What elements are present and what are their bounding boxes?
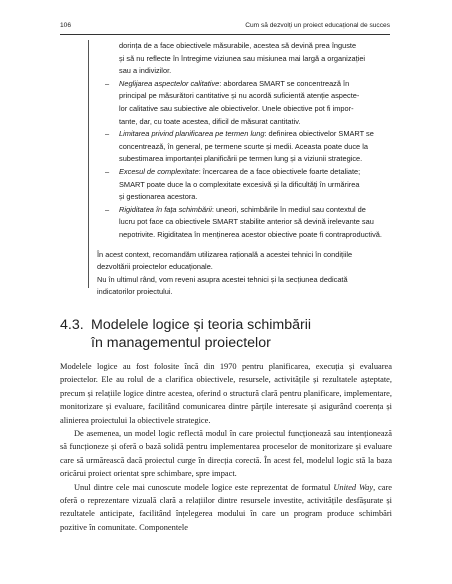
dash-bullet: – (105, 78, 110, 88)
section-number: 4.3. (60, 317, 84, 333)
list-item-text: nepotrivite. Rigiditatea în menținerea acestor obiective poate fi contraproductivă. (119, 229, 382, 239)
dash-bullet: – (105, 204, 110, 214)
list-item-term: Neglijarea aspectelor calitative (119, 78, 220, 88)
list-item-text: principal pe măsurători cantitative și nu acordă suficientă atenție aspecte- (119, 91, 360, 101)
running-header (60, 22, 390, 29)
body-paragraph: De asemenea, un model logic reflectă modul în care proiectul funcționează sau intenționează să funcționeze și oferă o bază solidă pentru implementarea proceselor de monitorizare și evaluare care să urmărească dacă proiectul curge în direcția corectă. În acest fel, modelul logic stă la baza oricărui proiect orientat spre schimbare, spre impact. (60, 429, 392, 479)
box-intro-line: dorința de a face obiectivele măsurabile, acestea să devină prea înguste (119, 41, 357, 50)
section-heading (60, 316, 400, 352)
box-intro (97, 40, 392, 78)
list-item (97, 78, 392, 128)
list-item-term: Excesul de complexitate (119, 166, 199, 176)
page-number: 106 (60, 22, 72, 29)
box-paragraph-line: Nu în ultimul rând, vom reveni asupra acestei tehnici și la secțiunea dedicată (97, 274, 348, 284)
list-item (97, 204, 392, 242)
list-item-text: și gestionarea acestora. (119, 192, 198, 202)
box-paragraph-line: indicatorilor proiectului. (97, 287, 173, 297)
box-paragraph (97, 249, 392, 274)
sidebar-box (88, 40, 392, 297)
box-intro-line: și să nu reflecte în întregime viziunea sau misiunea mai largă a organizației (119, 53, 366, 63)
list-item (97, 166, 392, 204)
box-paragraph-line: dezvoltării proiectelor educaționale. (97, 262, 213, 272)
list-item-text: lucru pot face ca obiectivele SMART stabilite anterior să devină irelevante sau (119, 217, 374, 227)
list-item-text: lor calitative sau subiective ale obiectivelor. Unele obiective pot fi impor- (119, 103, 354, 113)
list-item-term: Rigiditatea în fața schimbării (119, 204, 212, 214)
section-title-line2: în managementul proiectelor (91, 335, 271, 351)
box-paragraph (97, 274, 392, 299)
body-paragraph (60, 481, 392, 535)
dash-bullet: – (105, 129, 110, 139)
list-item-text: tante, dar, cu toate acestea, dificil de măsurat cantitativ. (119, 116, 301, 126)
section-title-line1: Modelele logice și teoria schimbării (91, 317, 312, 333)
list-item-term: Limitarea privind planificarea pe termen lung (119, 129, 265, 139)
box-intro-line: sau a indivizilor. (119, 66, 172, 76)
list-item-text: : uneori, schimbările în mediul sau contextul de (211, 204, 366, 214)
body-paragraph-start: Unul dintre cele mai cunoscute modele logice este reprezentat de formatul (74, 482, 334, 492)
header-rule (60, 34, 390, 35)
list-item-text: : abordarea SMART se concentrează în (219, 78, 350, 88)
running-title: Cum să dezvolți un proiect educațional de succes (245, 22, 390, 29)
format-name: United Way (333, 482, 374, 492)
list-item (97, 128, 392, 166)
list-item-text: : definirea obiectivelor SMART se (264, 129, 374, 139)
body-text (60, 360, 392, 534)
body-paragraph: Modelele logice au fost folosite încă din 1970 pentru planificarea, execuția și evaluarea proiectelor. Ele au rolul de a clarifica obiectivele, resursele, activitățile și rezultatele așteptate, precum și relațiile logice dintre acestea, oferind o structură clară pentru planificare, implementare, monitorizare și evaluare, facilitând comunicarea dintre părțile interesate și asigurând coerența și alinierea proiectului la obiectivele strategice. (60, 362, 392, 425)
list-item-text: : încercarea de a face obiectivele foarte detaliate; (198, 166, 361, 176)
list-item-text: SMART poate duce la o complexitate excesivă și la dificultăți în urmărirea (119, 179, 360, 189)
box-paragraph-line: În acest context, recomandăm utilizarea rațională a acestei tehnici în condițiile (97, 249, 353, 259)
dash-bullet: – (105, 166, 110, 176)
list-item-text: subestimarea importanței planificării pe termen lung și a viziunii strategice. (119, 154, 363, 164)
body-paragraph-rest: , care oferă o reprezentare vizuală clară a relațiilor dintre resursele investite, activitățile desfășurate și rezultatele anticipate, facilitând înțelegerea modului în care un program produce schimbări pozitive în comunitate. Componentele (60, 482, 392, 532)
list-item-text: concentrează, în general, pe termene scurte și medii. Aceasta poate duce la (119, 141, 368, 151)
